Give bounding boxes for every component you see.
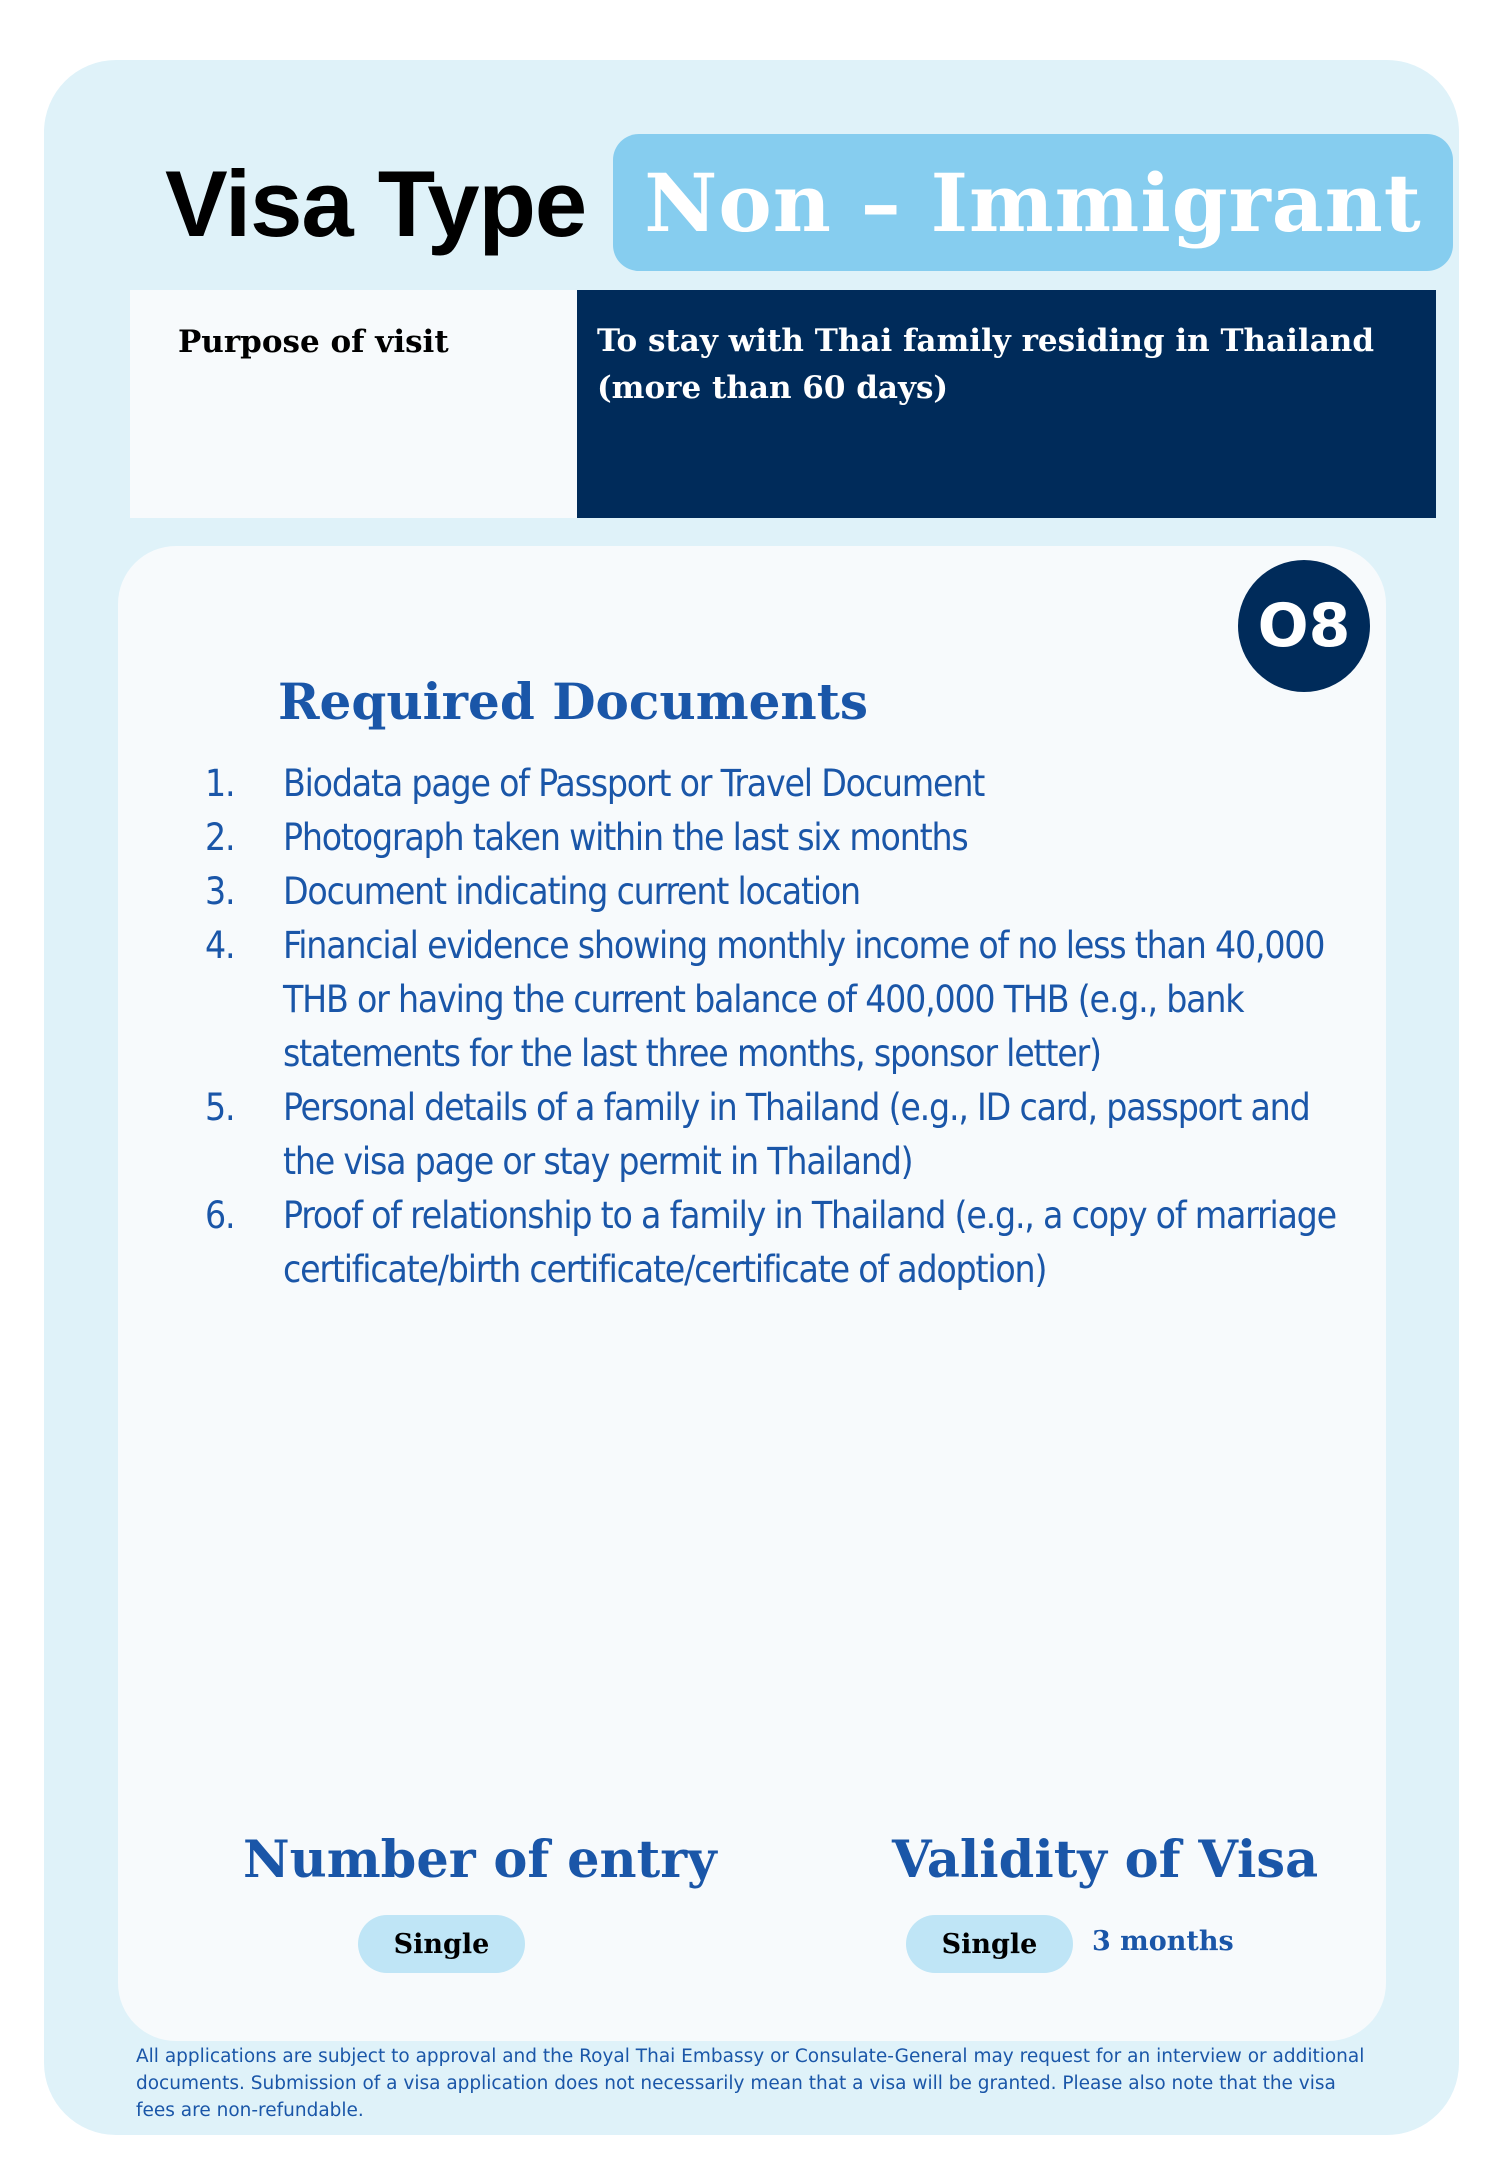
document-text: Document indicating current location [283,870,860,913]
document-item [205,1081,1365,1189]
document-item [205,811,1365,865]
purpose-value: To stay with Thai family residing in Thailand (more than 60 days) [597,323,1374,406]
required-documents-list [205,757,1365,1297]
document-item [205,1189,1365,1297]
entry-value-chip: Single [358,1915,525,1973]
purpose-label: Purpose of visit [178,324,449,360]
document-item [205,757,1365,811]
document-number: 3. [205,870,235,913]
document-number: 6. [205,1194,235,1237]
document-text: Personal details of a family in Thailand (e.g., ID card, passport and the visa page or stay permit in Thailand) [283,1086,1310,1183]
visa-type-value: Non – Immigrant [644,155,1422,250]
purpose-label-cell [130,290,577,518]
number-of-entry-label: Number of entry [243,1830,717,1890]
validity-duration: 3 months [1092,1926,1234,1957]
document-item [205,919,1365,1081]
document-text: Photograph taken within the last six months [283,816,968,859]
document-number: 1. [205,762,235,805]
document-text: Proof of relationship to a family in Thailand (e.g., a copy of marriage certificate/birth certificate/certificate of adoption) [283,1194,1336,1291]
visa-type-label: Visa Type [165,151,587,256]
document-text: Financial evidence showing monthly income of no less than 40,000 THB or having the current balance of 400,000 THB (e.g., bank statements for the last three months, sponsor letter) [283,924,1325,1075]
document-item [205,865,1365,919]
document-number: 4. [205,924,235,967]
visa-code-badge [1238,560,1370,692]
purpose-value-cell [577,290,1436,518]
document-number: 2. [205,816,235,859]
required-documents-title: Required Documents [278,672,869,731]
validity-value-chip: Single [906,1915,1073,1973]
disclaimer-text: All applications are subject to approval and the Royal Thai Embassy or Consulate-General may request for an interview or additional documents. Submission of a visa application does not necessarily mean that a visa will be granted. Please also note that the visa fees are non-refundable. [136,2046,1365,2121]
document-text: Biodata page of Passport or Travel Document [283,762,985,805]
visa-type-badge [613,134,1453,271]
visa-code: O8 [1257,591,1351,661]
validity-of-visa-label: Validity of Visa [892,1830,1319,1890]
document-number: 5. [205,1086,235,1129]
